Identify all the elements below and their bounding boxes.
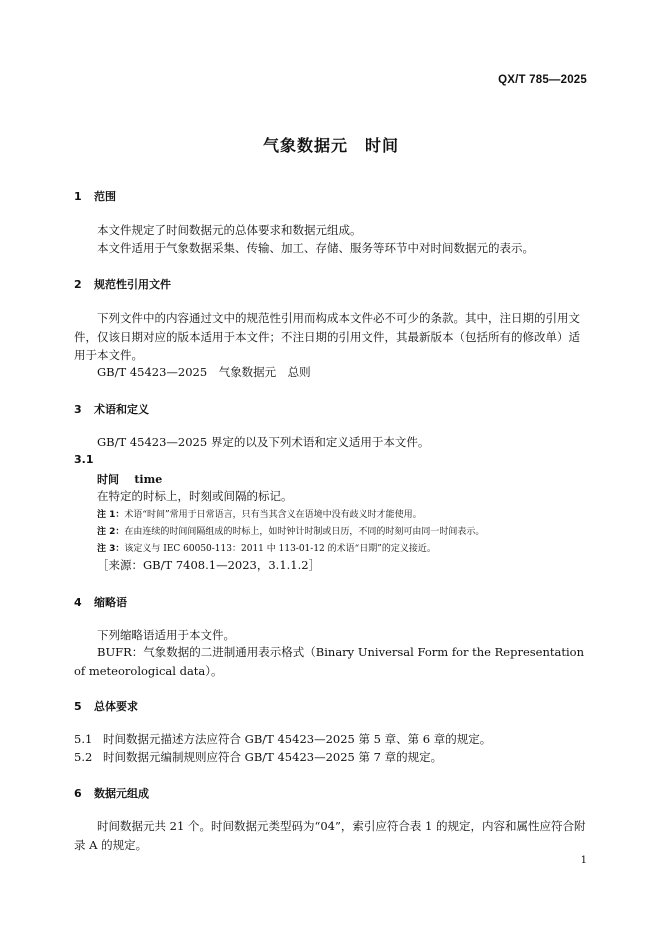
page-number: 1: [580, 855, 587, 866]
section-1-heading: [74, 188, 116, 204]
document-code: QX/T 785—2025: [498, 74, 587, 86]
section-6-paragraph: [74, 817, 588, 854]
section-2-paragraph: [74, 309, 588, 365]
term-heading: [97, 471, 162, 487]
section-number: 2: [74, 278, 82, 291]
normative-reference: GB/T 45423—2025 气象数据元 总则: [97, 365, 311, 379]
section-number: 5: [74, 700, 82, 713]
term-number: 3.1: [74, 453, 94, 466]
section-2-heading: [74, 276, 171, 292]
section-number: 1: [74, 190, 82, 203]
note-label: 注 1：: [97, 510, 125, 520]
abbreviation-bufr: BUFR：气象数据的二进制通用表示格式（Binary Universal Form for the Representation of meteorological data）。: [74, 645, 584, 678]
clause-5-1: [74, 731, 491, 747]
clause-number: 5.2: [74, 750, 93, 764]
term-chinese: 时间: [97, 473, 119, 486]
section-number: 6: [74, 787, 82, 800]
section-title: 规范性引用文件: [94, 278, 171, 291]
section-6-heading: [74, 785, 149, 801]
note-text: 在由连续的时间间隔组成的时标上，如时钟计时制或日历，不同的时刻可由同一时间表示。: [124, 527, 485, 537]
section-number: 4: [74, 596, 82, 609]
section-5-heading: [74, 698, 138, 714]
section-title: 缩略语: [94, 596, 127, 609]
section-3-intro: GB/T 45423—2025 界定的以及下列术语和定义适用于本文件。: [97, 435, 430, 449]
section-1-paragraph-1: 本文件规定了时间数据元的总体要求和数据元组成。: [97, 223, 362, 237]
note-2: [97, 524, 484, 537]
term-source: ［来源：GB/T 7408.1—2023，3.1.1.2］: [97, 558, 321, 572]
clause-5-2: [74, 749, 442, 765]
section-title: 范围: [94, 190, 116, 203]
clause-text: 时间数据元编制规则应符合 GB/T 45423—2025 第 7 章的规定。: [103, 750, 443, 764]
section-number: 3: [74, 403, 82, 416]
page-title: 气象数据元 时间: [262, 136, 399, 155]
section-title: 总体要求: [94, 700, 138, 713]
section-6-paragraph-text: 时间数据元共 21 个。时间数据元类型码为“04”，索引应符合表 1 的规定，内容和属性应符合附录 A 的规定。: [74, 819, 586, 852]
note-label: 注 2：: [97, 527, 125, 537]
term-definition: 在特定的时标上，时刻或间隔的标记。: [97, 489, 293, 503]
term-english: time: [134, 473, 163, 486]
section-4-paragraph-1: 下列缩略语适用于本文件。: [97, 628, 235, 642]
clause-text: 时间数据元描述方法应符合 GB/T 45423—2025 第 5 章、第 6 章的规定。: [103, 732, 492, 746]
section-2-paragraph-text: 下列文件中的内容通过文中的规范性引用而构成本文件必不可少的条款。其中，注日期的引用文件，仅该日期对应的版本适用于本文件；不注日期的引用文件，其最新版本（包括所有的修改单）适用于本文件。: [74, 311, 580, 362]
note-1: [97, 507, 422, 520]
section-1-paragraph-2: 本文件适用于气象数据采集、传输、加工、存储、服务等环节中对时间数据元的表示。: [97, 241, 534, 255]
note-text: 术语“时间”常用于日常语言，只有当其含义在语境中没有歧义时才能使用。: [124, 510, 422, 520]
section-3-heading: [74, 401, 149, 417]
note-label: 注 3：: [97, 544, 125, 554]
section-title: 术语和定义: [94, 403, 149, 416]
section-4-heading: [74, 594, 127, 610]
note-3: [97, 541, 436, 554]
note-text: 该定义与 IEC 60050-113：2011 中 113-01-12 的术语“日期”的定义接近。: [124, 544, 436, 554]
section-4-paragraph-2: [74, 643, 588, 680]
section-title: 数据元组成: [94, 787, 149, 800]
clause-number: 5.1: [74, 732, 93, 746]
